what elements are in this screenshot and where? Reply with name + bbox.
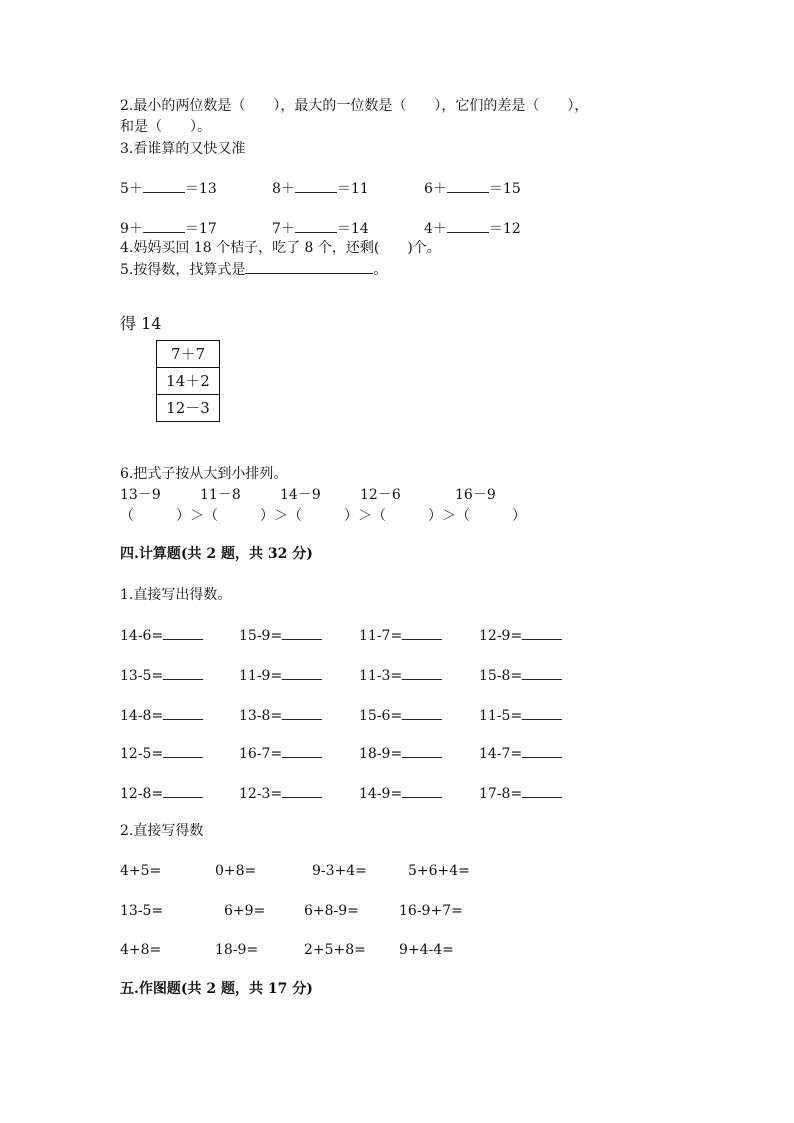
calc-item xyxy=(239,784,322,803)
answer-blank[interactable] xyxy=(447,179,489,193)
calc-expression: 4+5= xyxy=(120,863,162,879)
answer-blank[interactable] xyxy=(522,744,562,758)
calc-item xyxy=(120,706,203,725)
answer-blank[interactable] xyxy=(522,784,562,798)
q6-expr: 11－8 xyxy=(200,487,241,503)
q5-result-label: 得 14 xyxy=(120,314,162,333)
calc-expression: 12-5= xyxy=(120,746,164,762)
answer-blank[interactable] xyxy=(447,219,489,233)
calc-expression: 14-9= xyxy=(359,786,403,802)
answer-blank[interactable] xyxy=(282,626,322,640)
calc-item xyxy=(359,784,442,803)
q2-line1: 2.最小的两位数是（ ），最大的一位数是（ ），它们的差是（ ）， xyxy=(120,98,589,114)
q6-expr: 13－9 xyxy=(120,487,161,503)
calc-expression: 11-5= xyxy=(479,708,523,724)
calc-item xyxy=(239,744,322,763)
calc-item xyxy=(479,626,562,645)
calc-item xyxy=(479,744,562,763)
calc-expression: 2+5+8= xyxy=(304,942,366,958)
calc-expression: 17-8= xyxy=(479,786,523,802)
q5-line: 5.按得数，找算式是 。 xyxy=(120,262,388,278)
calc-expression: 12-3= xyxy=(239,786,283,802)
calc-expression: 6+9= xyxy=(224,903,266,919)
answer-blank[interactable] xyxy=(245,260,373,274)
calc-expression: 15-9= xyxy=(239,628,283,644)
calc-item xyxy=(120,784,203,803)
calc-expression: 5+6+4= xyxy=(408,863,470,879)
section4-p2-title: 2.直接写得数 xyxy=(120,823,204,839)
q5-option[interactable]: 12－3 xyxy=(166,399,210,417)
calc-item xyxy=(120,666,203,685)
q6-expr: 14－9 xyxy=(280,487,321,503)
answer-blank[interactable] xyxy=(522,666,562,680)
answer-blank[interactable] xyxy=(295,219,337,233)
calc-expression: 11-7= xyxy=(359,628,403,644)
answer-blank[interactable] xyxy=(282,744,322,758)
calc-expression: 12-8= xyxy=(120,786,164,802)
answer-blank[interactable] xyxy=(163,706,203,720)
q3-item: 8＋ ＝11 xyxy=(272,181,369,197)
calc-expression: 11-9= xyxy=(239,668,283,684)
calc-expression: 13-5= xyxy=(120,903,164,919)
answer-blank[interactable] xyxy=(402,706,442,720)
q5-option[interactable]: 7＋7 xyxy=(157,341,219,368)
q6-expr: 12－6 xyxy=(360,487,401,503)
answer-blank[interactable] xyxy=(402,784,442,798)
calc-item xyxy=(479,784,562,803)
answer-blank[interactable] xyxy=(163,744,203,758)
answer-blank[interactable] xyxy=(402,666,442,680)
calc-expression: 6+8-9= xyxy=(304,903,359,919)
answer-blank[interactable] xyxy=(522,706,562,720)
section4-heading: 四.计算题(共 2 题，共 32 分) xyxy=(120,546,313,562)
q5-option[interactable]: 14＋2 xyxy=(157,368,219,395)
calc-expression: 15-6= xyxy=(359,708,403,724)
calc-item xyxy=(239,706,322,725)
q3-item: 6＋ ＝15 xyxy=(424,181,521,197)
answer-blank[interactable] xyxy=(402,744,442,758)
section4-p1-title: 1.直接写出得数。 xyxy=(120,587,232,603)
calc-expression: 15-8= xyxy=(479,668,523,684)
q4-text: 4.妈妈买回 18 个桔子，吃了 8 个，还剩( )个。 xyxy=(120,240,441,256)
calc-expression: 16-9+7= xyxy=(399,903,463,919)
answer-blank[interactable] xyxy=(143,179,185,193)
calc-item xyxy=(120,744,203,763)
calc-expression: 13-8= xyxy=(239,708,283,724)
answer-blank[interactable] xyxy=(522,626,562,640)
answer-blank[interactable] xyxy=(163,784,203,798)
section5-heading: 五.作图题(共 2 题，共 17 分) xyxy=(120,981,313,997)
calc-expression: 12-9= xyxy=(479,628,523,644)
answer-blank[interactable] xyxy=(402,626,442,640)
answer-blank[interactable] xyxy=(282,706,322,720)
calc-expression: 18-9= xyxy=(215,942,259,958)
q3-item: 9＋ ＝17 xyxy=(120,221,217,237)
calc-item xyxy=(479,706,562,725)
calc-item xyxy=(359,666,442,685)
q2-line2: 和是（ ）。 xyxy=(120,119,211,135)
calc-expression: 4+8= xyxy=(120,942,162,958)
calc-expression: 18-9= xyxy=(359,746,403,762)
answer-blank[interactable] xyxy=(282,666,322,680)
q6-expr: 16－9 xyxy=(455,487,496,503)
calc-expression: 11-3= xyxy=(359,668,403,684)
q6-title: 6.把式子按从大到小排列。 xyxy=(120,466,288,482)
calc-expression: 9+4-4= xyxy=(399,942,454,958)
answer-blank[interactable] xyxy=(163,626,203,640)
calc-item xyxy=(239,626,322,645)
calc-item xyxy=(359,706,442,725)
answer-blank[interactable] xyxy=(295,179,337,193)
q5-options-box xyxy=(156,340,220,422)
q3-item: 5＋ ＝13 xyxy=(120,181,217,197)
calc-item xyxy=(359,744,442,763)
q6-order-line: （ ）＞（ ）＞（ ）＞（ ）＞（ ） xyxy=(120,508,526,524)
calc-expression: 13-5= xyxy=(120,668,164,684)
answer-blank[interactable] xyxy=(143,219,185,233)
calc-item xyxy=(120,626,203,645)
calc-expression: 16-7= xyxy=(239,746,283,762)
q3-item: 7＋ ＝14 xyxy=(272,221,369,237)
calc-expression: 0+8= xyxy=(215,863,257,879)
q3-title: 3.看谁算的又快又准 xyxy=(120,141,246,157)
calc-item xyxy=(479,666,562,685)
answer-blank[interactable] xyxy=(282,784,322,798)
calc-expression: 14-6= xyxy=(120,628,164,644)
q3-item: 4＋ ＝12 xyxy=(424,221,521,237)
calc-item xyxy=(239,666,322,685)
answer-blank[interactable] xyxy=(163,666,203,680)
calc-item xyxy=(359,626,442,645)
calc-expression: 14-7= xyxy=(479,746,523,762)
calc-expression: 9-3+4= xyxy=(312,863,367,879)
calc-expression: 14-8= xyxy=(120,708,164,724)
